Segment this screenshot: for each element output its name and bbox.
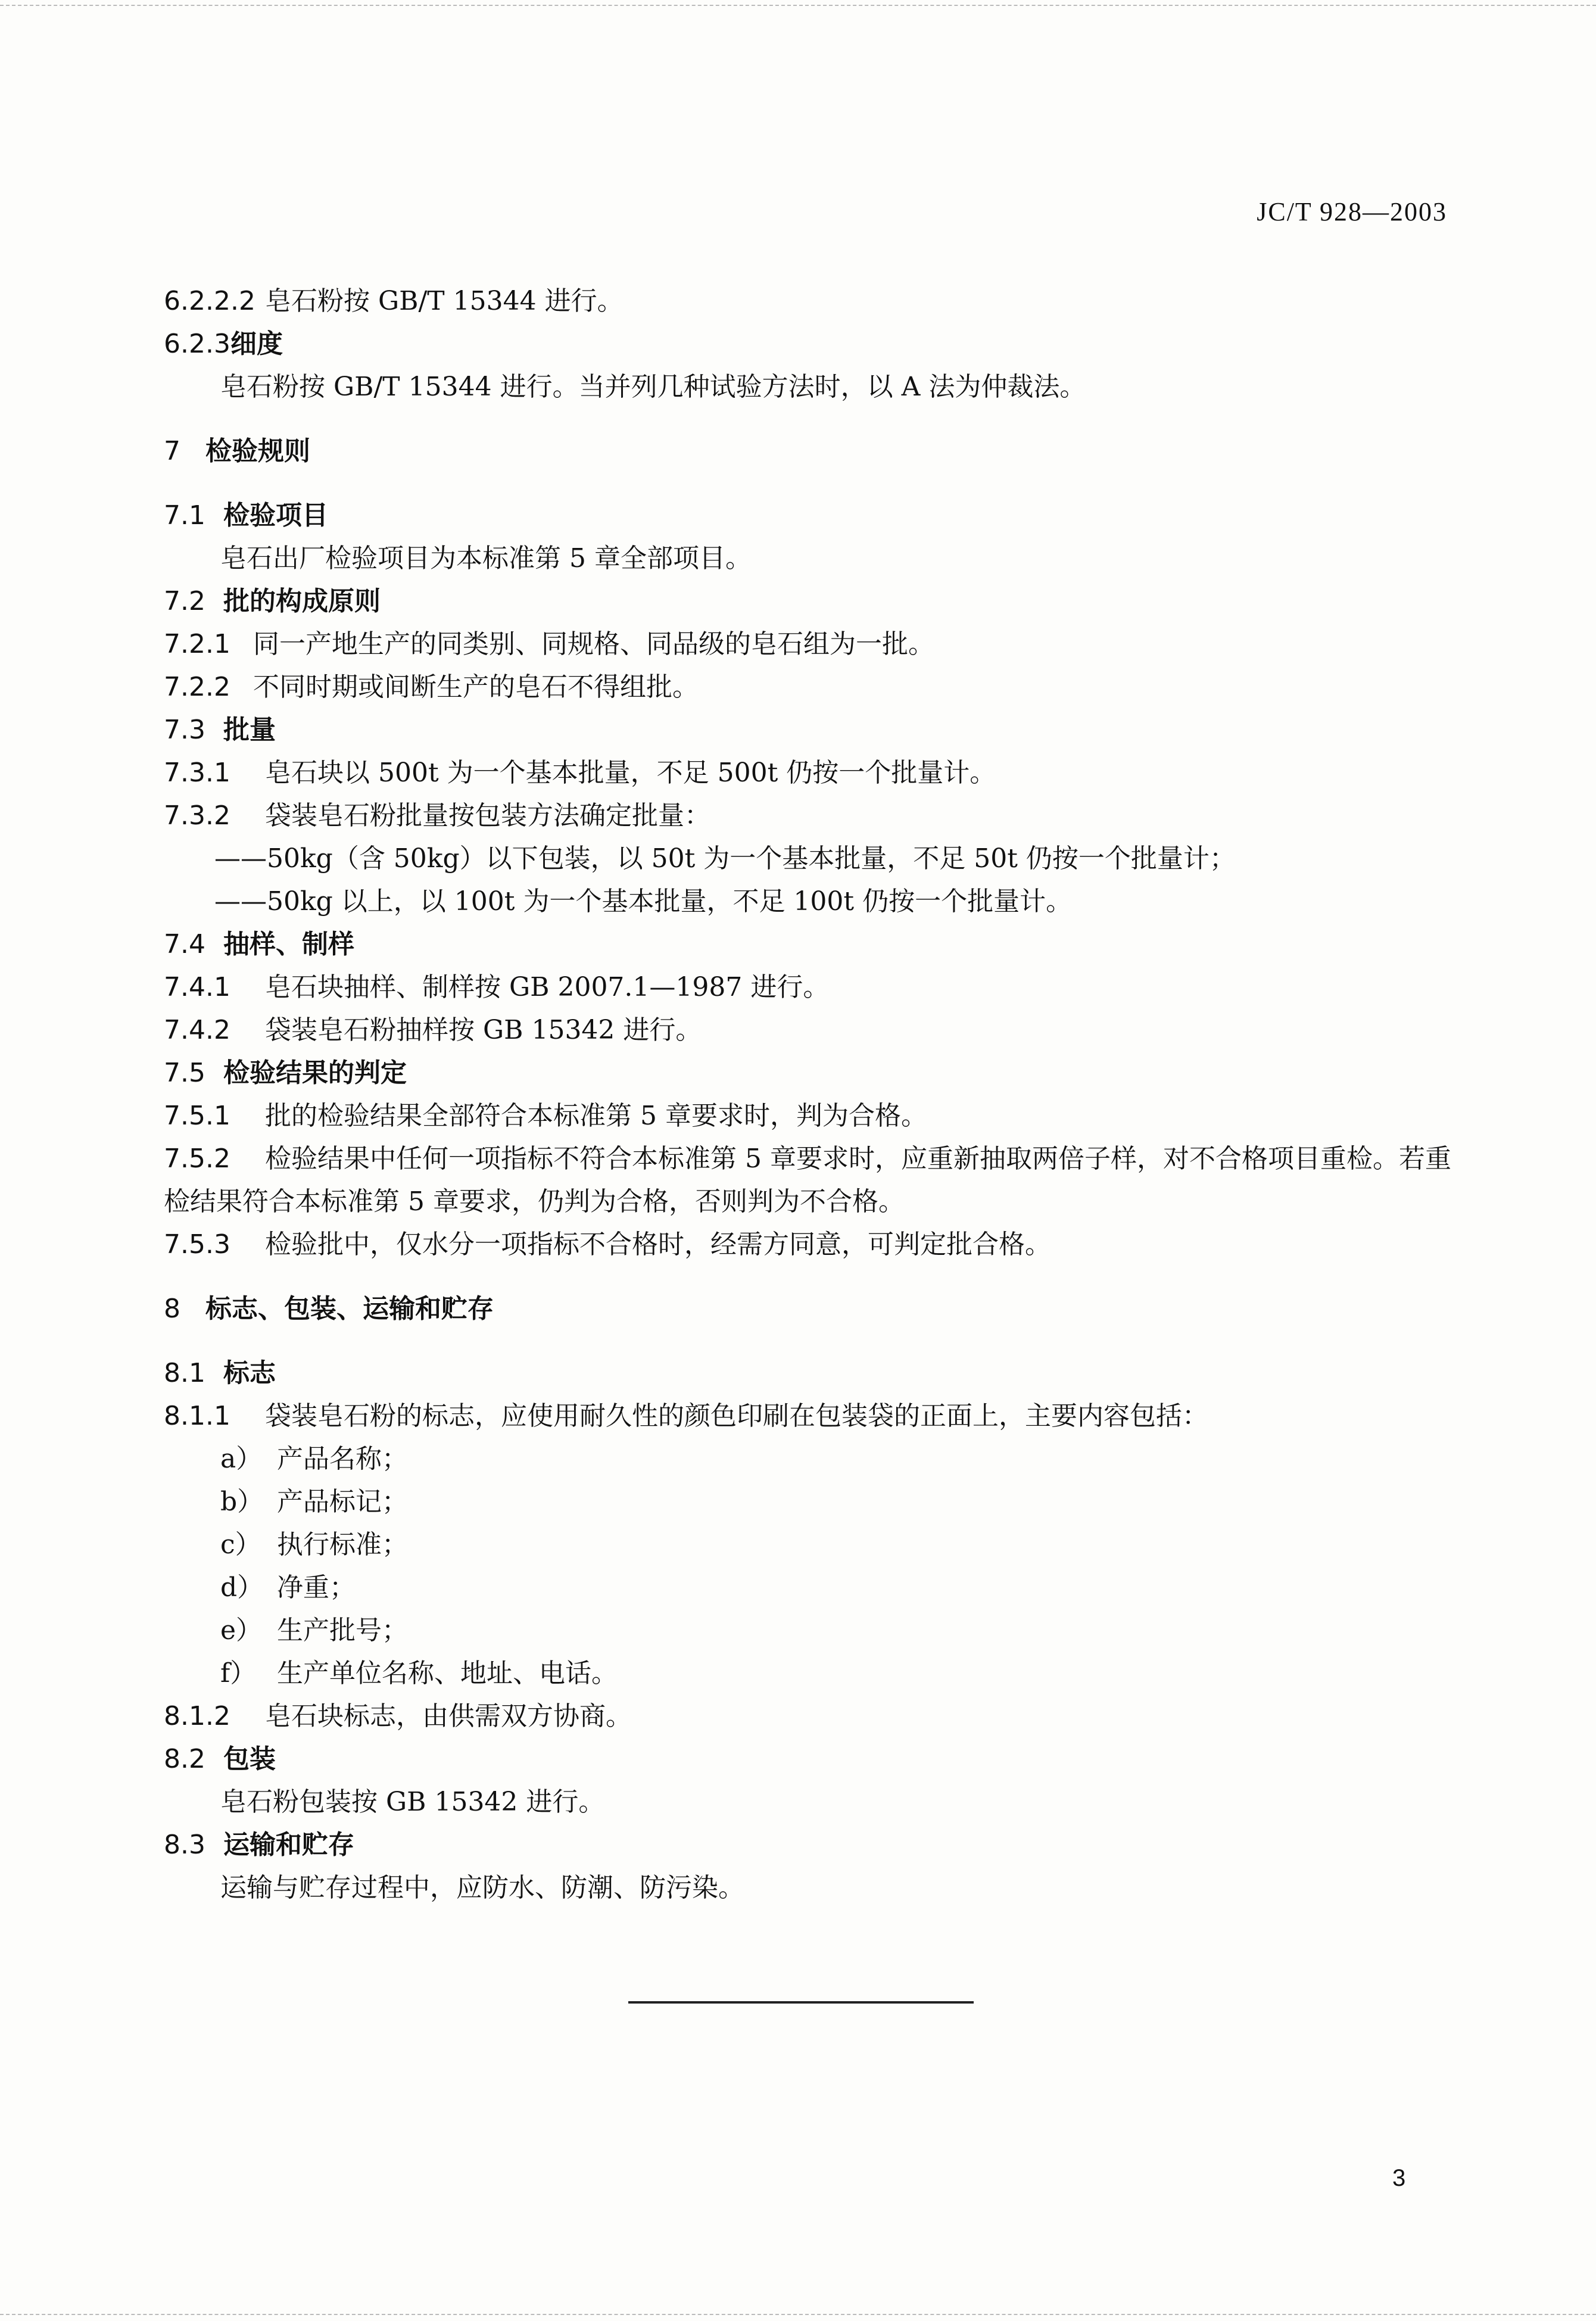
list-item-text: 产品名称； — [277, 1444, 408, 1474]
clause-number: 8.1.2 — [164, 1701, 230, 1731]
document-body — [164, 280, 1456, 1909]
list-marker: a） — [220, 1444, 263, 1474]
list-item-text: 产品标记； — [277, 1487, 408, 1517]
clause-heading: 抽样、制样 — [223, 929, 354, 959]
clause-text: 检验结果中任何一项指标不符合本标准第 5 章要求时，应重新抽取两倍子样，对不合格项目重检。若重检结果符合本标准第 5 章要求，仍判为合格，否则判为不合格。 — [164, 1144, 1451, 1217]
clause-7-2-1 — [164, 623, 1456, 666]
list-marker: c） — [220, 1529, 261, 1560]
paragraph: 皂石出厂检验项目为本标准第 5 章全部项目。 — [220, 543, 752, 574]
paragraph: 皂石粉按 GB/T 15344 进行。当并列几种试验方法时，以 A 法为仲裁法。 — [220, 372, 1086, 402]
clause-8-1 — [164, 1352, 1456, 1395]
list-item — [164, 1524, 1456, 1566]
clause-number: 7.3 — [164, 715, 205, 745]
clause-7-2-2 — [164, 666, 1456, 709]
list-item — [164, 1566, 1456, 1609]
clause-text: 不同时期或间断生产的皂石不得组批。 — [253, 672, 699, 702]
list-marker: e） — [220, 1615, 263, 1646]
section-7-heading — [164, 430, 1456, 473]
clause-number: 7.3.1 — [164, 758, 230, 788]
clause-number: 8.1 — [164, 1358, 205, 1388]
clause-8-1-2 — [164, 1695, 1456, 1738]
clause-heading: 运输和贮存 — [223, 1830, 354, 1860]
clause-number: 8.3 — [164, 1830, 205, 1860]
section-8-heading — [164, 1288, 1456, 1331]
paragraph: 皂石粉包装按 GB 15342 进行。 — [220, 1787, 605, 1817]
clause-number: 7.4.2 — [164, 1015, 230, 1045]
clause-7-5-2 — [164, 1138, 1456, 1223]
clause-heading: 检验项目 — [223, 500, 328, 531]
clause-text: 袋装皂石粉批量按包装方法确定批量： — [265, 800, 710, 831]
clause-6-2-3 — [164, 323, 1456, 366]
dash-item: ——50kg 以上，以 100t 为一个基本批量，不足 100t 仍按一个批量计。 — [214, 886, 1073, 917]
clause-text: 皂石块抽样、制样按 GB 2007.1—1987 进行。 — [265, 972, 830, 1002]
clause-heading: 批量 — [223, 715, 276, 745]
list-item-text: 净重； — [277, 1572, 356, 1603]
clause-7-1 — [164, 494, 1456, 537]
end-of-document-rule — [628, 2001, 974, 2004]
clause-number: 8.2 — [164, 1744, 205, 1774]
clause-text: 袋装皂石粉抽样按 GB 15342 进行。 — [265, 1015, 702, 1045]
clause-heading: 检验结果的判定 — [223, 1058, 407, 1088]
clause-number: 7.1 — [164, 500, 205, 531]
list-marker: b） — [220, 1487, 264, 1517]
clause-7-5 — [164, 1052, 1456, 1095]
clause-number: 7.2.2 — [164, 672, 230, 702]
page-number: 3 — [1392, 2165, 1406, 2191]
clause-number: 7.4.1 — [164, 972, 230, 1002]
clause-7-3 — [164, 709, 1456, 752]
clause-7-5-3 — [164, 1223, 1456, 1266]
clause-number: 7.5.3 — [164, 1229, 230, 1260]
list-item-text: 生产批号； — [277, 1615, 408, 1646]
clause-number: 7.2 — [164, 586, 205, 616]
paragraph: 运输与贮存过程中，应防水、防潮、防污染。 — [220, 1873, 744, 1903]
section-number: 7 — [164, 436, 180, 466]
clause-7-3-2 — [164, 795, 1456, 837]
clause-text: 皂石块以 500t 为一个基本批量，不足 500t 仍按一个批量计。 — [265, 758, 996, 788]
clause-number: 7.5.2 — [164, 1144, 230, 1174]
clause-text: 同一产地生产的同类别、同规格、同品级的皂石组为一批。 — [253, 629, 934, 659]
scan-edge-top — [0, 0, 1596, 6]
section-number: 8 — [164, 1294, 180, 1324]
dash-item: ——50kg（含 50kg）以下包装，以 50t 为一个基本批量，不足 50t 仍按一个批量计； — [214, 843, 1236, 874]
clause-text: 皂石块标志，由供需双方协商。 — [265, 1701, 632, 1731]
clause-number: 7.4 — [164, 929, 205, 959]
list-item — [164, 1652, 1456, 1695]
clause-number: 7.2.1 — [164, 629, 230, 659]
clause-8-1-1 — [164, 1395, 1456, 1438]
list-item — [164, 1609, 1456, 1652]
clause-6-2-2-2 — [164, 280, 1456, 323]
clause-number: 6.2.2.2 — [164, 286, 255, 316]
clause-number: 8.1.1 — [164, 1401, 230, 1431]
list-item — [164, 1438, 1456, 1481]
clause-7-4-1 — [164, 966, 1456, 1009]
list-marker: d） — [220, 1572, 264, 1603]
clause-text: 检验批中，仅水分一项指标不合格时，经需方同意，可判定批合格。 — [265, 1229, 1051, 1260]
clause-heading: 包装 — [223, 1744, 276, 1774]
clause-heading: 细度 — [230, 329, 283, 359]
clause-8-3 — [164, 1824, 1456, 1867]
clause-7-4-2 — [164, 1009, 1456, 1052]
clause-text: 批的检验结果全部符合本标准第 5 章要求时，判为合格。 — [265, 1101, 927, 1131]
clause-heading: 批的构成原则 — [223, 586, 381, 616]
scan-edge-bottom — [0, 2314, 1596, 2315]
clause-number: 7.3.2 — [164, 800, 230, 831]
list-marker: f） — [220, 1658, 257, 1688]
clause-number: 7.5 — [164, 1058, 205, 1088]
clause-7-4 — [164, 923, 1456, 966]
clause-number: 6.2.3 — [164, 329, 230, 359]
clause-7-3-1 — [164, 752, 1456, 795]
clause-text: 皂石粉按 GB/T 15344 进行。 — [265, 286, 624, 316]
list-item-text: 执行标准； — [277, 1529, 408, 1560]
clause-heading: 标志 — [223, 1358, 276, 1388]
clause-7-2 — [164, 580, 1456, 623]
standard-code: JC/T 928—2003 — [1257, 197, 1447, 226]
section-title: 检验规则 — [205, 436, 310, 466]
clause-8-2 — [164, 1738, 1456, 1781]
list-item-text: 生产单位名称、地址、电话。 — [277, 1658, 618, 1688]
clause-text: 袋装皂石粉的标志，应使用耐久性的颜色印刷在包装袋的正面上，主要内容包括： — [265, 1401, 1208, 1431]
section-title: 标志、包装、运输和贮存 — [205, 1294, 494, 1324]
clause-number: 7.5.1 — [164, 1101, 230, 1131]
list-item — [164, 1481, 1456, 1524]
clause-7-5-1 — [164, 1095, 1456, 1138]
